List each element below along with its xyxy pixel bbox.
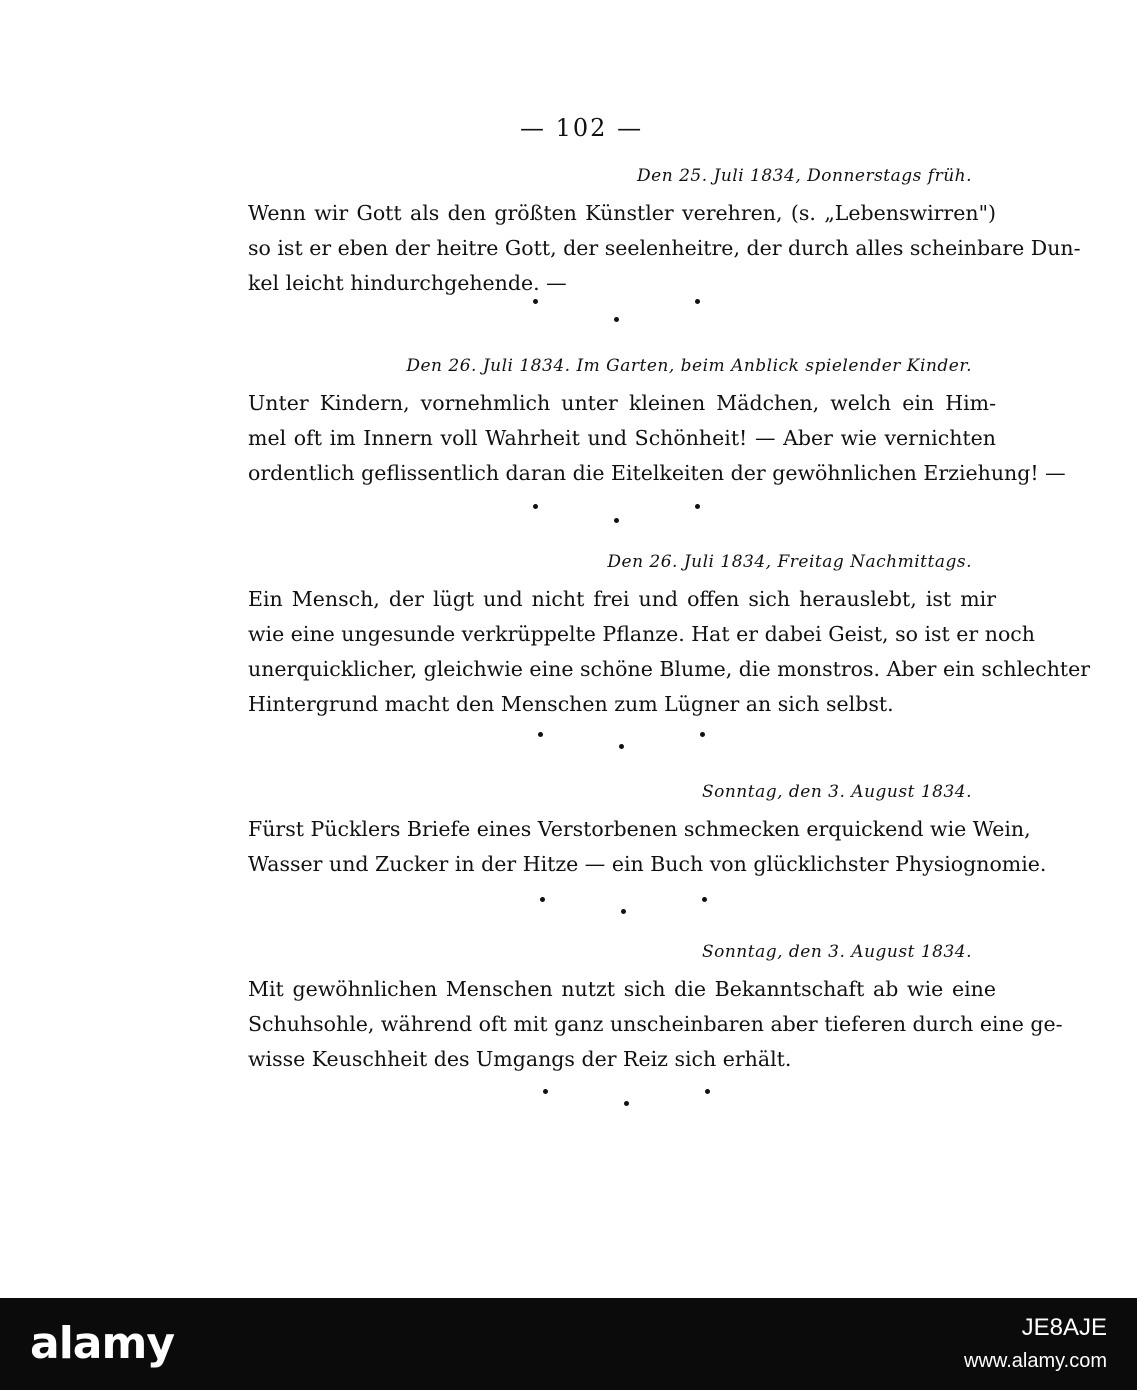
entry-date: Sonntag, den 3. August 1834. bbox=[701, 942, 972, 962]
text-line: Mit gewöhnlichen Menschen nutzt sich die Bekanntschaft ab wie eine bbox=[248, 977, 996, 1001]
separator-dot bbox=[533, 299, 538, 304]
text-line: so ist er eben der heitre Gott, der seelenheitre, der durch alles scheinbare Dun- bbox=[248, 236, 1081, 260]
separator-dot bbox=[614, 317, 619, 322]
entry-paragraph bbox=[248, 812, 1047, 882]
separator-dot bbox=[621, 909, 626, 914]
image-id: JE8AJE bbox=[1021, 1314, 1107, 1341]
site-url: www.alamy.com bbox=[964, 1350, 1107, 1372]
section-separator bbox=[540, 1085, 730, 1125]
text-line: wie eine ungesunde verkrüppelte Pflanze. Hat er dabei Geist, so ist er noch bbox=[248, 622, 1035, 646]
section-separator bbox=[537, 893, 727, 933]
separator-dot bbox=[695, 299, 700, 304]
text-line: Schuhsohle, während oft mit ganz unscheinbaren aber tieferen durch eine ge- bbox=[248, 1012, 1063, 1036]
section-separator bbox=[535, 728, 725, 768]
entry-date: Den 26. Juli 1834. Im Garten, beim Anblick spielender Kinder. bbox=[406, 356, 972, 376]
separator-dot bbox=[619, 744, 624, 749]
text-line: mel oft im Innern voll Wahrheit und Schönheit! — Aber wie vernichten bbox=[248, 426, 996, 450]
section-separator bbox=[530, 295, 720, 335]
entry-date: Den 26. Juli 1834, Freitag Nachmittags. bbox=[607, 552, 972, 572]
separator-dot bbox=[533, 504, 538, 509]
text-line: kel leicht hindurchgehende. — bbox=[248, 271, 567, 295]
text-line: Unter Kindern, vornehmlich unter kleinen Mädchen, welch ein Him- bbox=[248, 391, 996, 415]
separator-dot bbox=[543, 1089, 548, 1094]
page-number: — 102 — bbox=[520, 114, 644, 142]
text-line: Ein Mensch, der lügt und nicht frei und offen sich herauslebt, ist mir bbox=[248, 587, 996, 611]
text-line: wisse Keuschheit des Umgangs der Reiz sich erhält. bbox=[248, 1047, 792, 1071]
separator-dot bbox=[614, 518, 619, 523]
text-line: unerquicklicher, gleichwie eine schöne Blume, die monstros. Aber ein schlechter bbox=[248, 657, 1091, 681]
watermark-footer bbox=[0, 1298, 1137, 1390]
text-line: Hintergrund macht den Menschen zum Lügner an sich selbst. bbox=[248, 692, 894, 716]
separator-dot bbox=[702, 897, 707, 902]
entry-paragraph bbox=[248, 196, 1081, 301]
entry-paragraph bbox=[248, 972, 1063, 1077]
entry-date: Sonntag, den 3. August 1834. bbox=[701, 782, 972, 802]
text-line: ordentlich geflissentlich daran die Eitelkeiten der gewöhnlichen Erziehung! — bbox=[248, 461, 1066, 485]
separator-dot bbox=[695, 504, 700, 509]
entry-paragraph bbox=[248, 386, 1066, 491]
separator-dot bbox=[538, 732, 543, 737]
section-separator bbox=[530, 500, 720, 540]
text-line: Wasser und Zucker in der Hitze — ein Buch von glücklichster Physiognomie. bbox=[248, 852, 1047, 876]
entry-paragraph bbox=[248, 582, 1091, 722]
entry-date: Den 25. Juli 1834, Donnerstags früh. bbox=[637, 166, 972, 186]
separator-dot bbox=[700, 732, 705, 737]
text-line: Wenn wir Gott als den größten Künstler verehren, (s. „Lebenswirren") bbox=[248, 201, 996, 225]
text-line: Fürst Pücklers Briefe eines Verstorbenen schmecken erquickend wie Wein, bbox=[248, 817, 1031, 841]
separator-dot bbox=[540, 897, 545, 902]
separator-dot bbox=[624, 1101, 629, 1106]
alamy-logo: alamy bbox=[30, 1318, 174, 1369]
separator-dot bbox=[705, 1089, 710, 1094]
